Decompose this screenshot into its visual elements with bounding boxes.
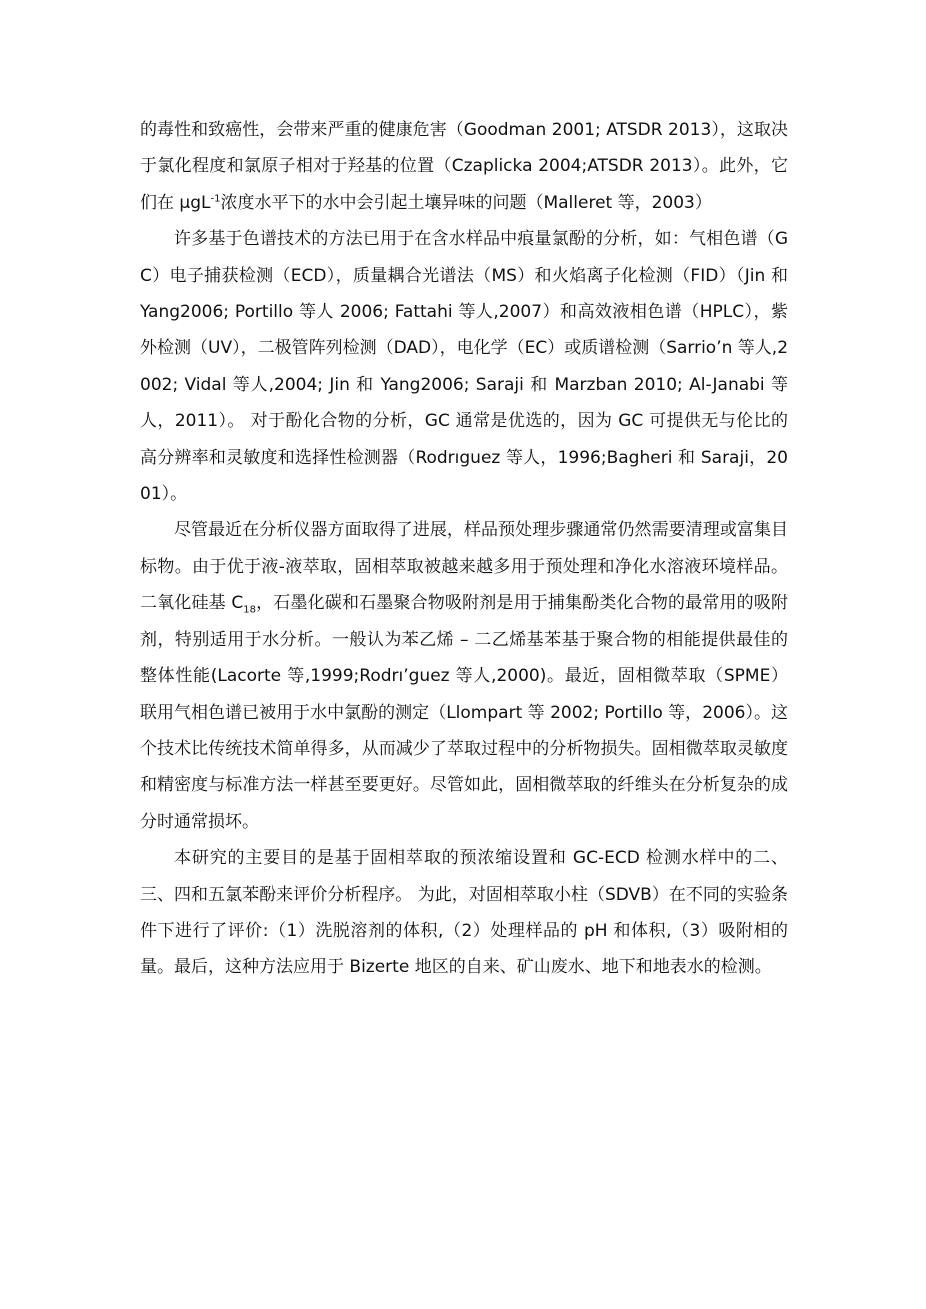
subscript-c18: 18: [243, 604, 256, 616]
paragraph-toxicity: [140, 112, 788, 221]
text-run: 浓度水平下的水中会引起土壤异味的问题（Malleret 等，2003）: [220, 192, 712, 213]
superscript-unit: -1: [210, 193, 221, 205]
paragraph-sample-pretreatment: [140, 512, 788, 840]
text-run: 许多基于色谱技术的方法已用于在含水样品中痕量氯酚的分析，如：气相色谱（GC）电子捕获检测（ECD），质量耦合光谱法（MS）和火焰离子化检测（FID）（Jin 和 Yang2006; Portillo 等人 2006; Fattahi 等人,2007）和高效液相色谱（HPLC），紫外检测（UV），二极管阵列检测（DAD），电化学（EC）或质谱检测（Sarrio’n 等人,2002; Vidal 等人,2004; Jin 和 Yang2006; Saraji 和 Marzban 2010; Al-Janabi 等人，2011）。 对于酚化合物的分析，GC 通常是优选的，因为 GC 可提供无与伦比的高分辨率和灵敏度和选择性检测器（Rodrıguez 等人，1996;Bagheri 和 Saraji，2001）。: [140, 229, 789, 505]
body-text: [140, 112, 788, 986]
text-run: 本研究的主要目的是基于固相萃取的预浓缩设置和 GC-ECD 检测水样中的二、三、四和五氯苯酚来评价分析程序。 为此，对固相萃取小柱（SDVB）在不同的实验条件下进行了评价:（1）洗脱溶剂的体积,（2）处理样品的 pH 和体积,（3）吸附相的量。最后，这种方法应用于 Bizerte 地区的自来、矿山废水、地下和地表水的检测。: [140, 848, 788, 978]
text-run: 尽管最近在分析仪器方面取得了进展，样品预处理步骤通常仍然需要清理或富集目标物。由于优于液-液萃取，固相萃取被越来越多用于预处理和净化水溶液环境样品。二氧化硅基 C: [140, 520, 788, 614]
paragraph-chromatography-methods: [140, 221, 788, 512]
text-run: ，石墨化碳和石墨聚合物吸附剂是用于捕集酚类化合物的最常用的吸附剂，特别适用于水分析。一般认为苯乙烯 – 二乙烯基苯基于聚合物的相能提供最佳的整体性能(Lacorte 等,1999;Rodrı’guez 等人,2000)。最近，固相微萃取（SPME）联用气相色谱已被用于水中氯酚的测定（Llompart 等 2002; Portillo 等，2006）。这个技术比传统技术简单得多，从而减少了萃取过程中的分析物损失。固相微萃取灵敏度和精密度与标准方法一样甚至要更好。尽管如此，固相微萃取的纤维头在分析复杂的成分时通常损坏。: [140, 593, 788, 832]
paragraph-study-objective: [140, 840, 788, 986]
text-run: 的毒性和致癌性，会带来严重的健康危害（Goodman 2001; ATSDR 2013），这取决于氯化程度和氯原子相对于羟基的位置（Czaplicka 2004;ATSDR 2013）。此外，它们在 μgL: [140, 120, 788, 213]
